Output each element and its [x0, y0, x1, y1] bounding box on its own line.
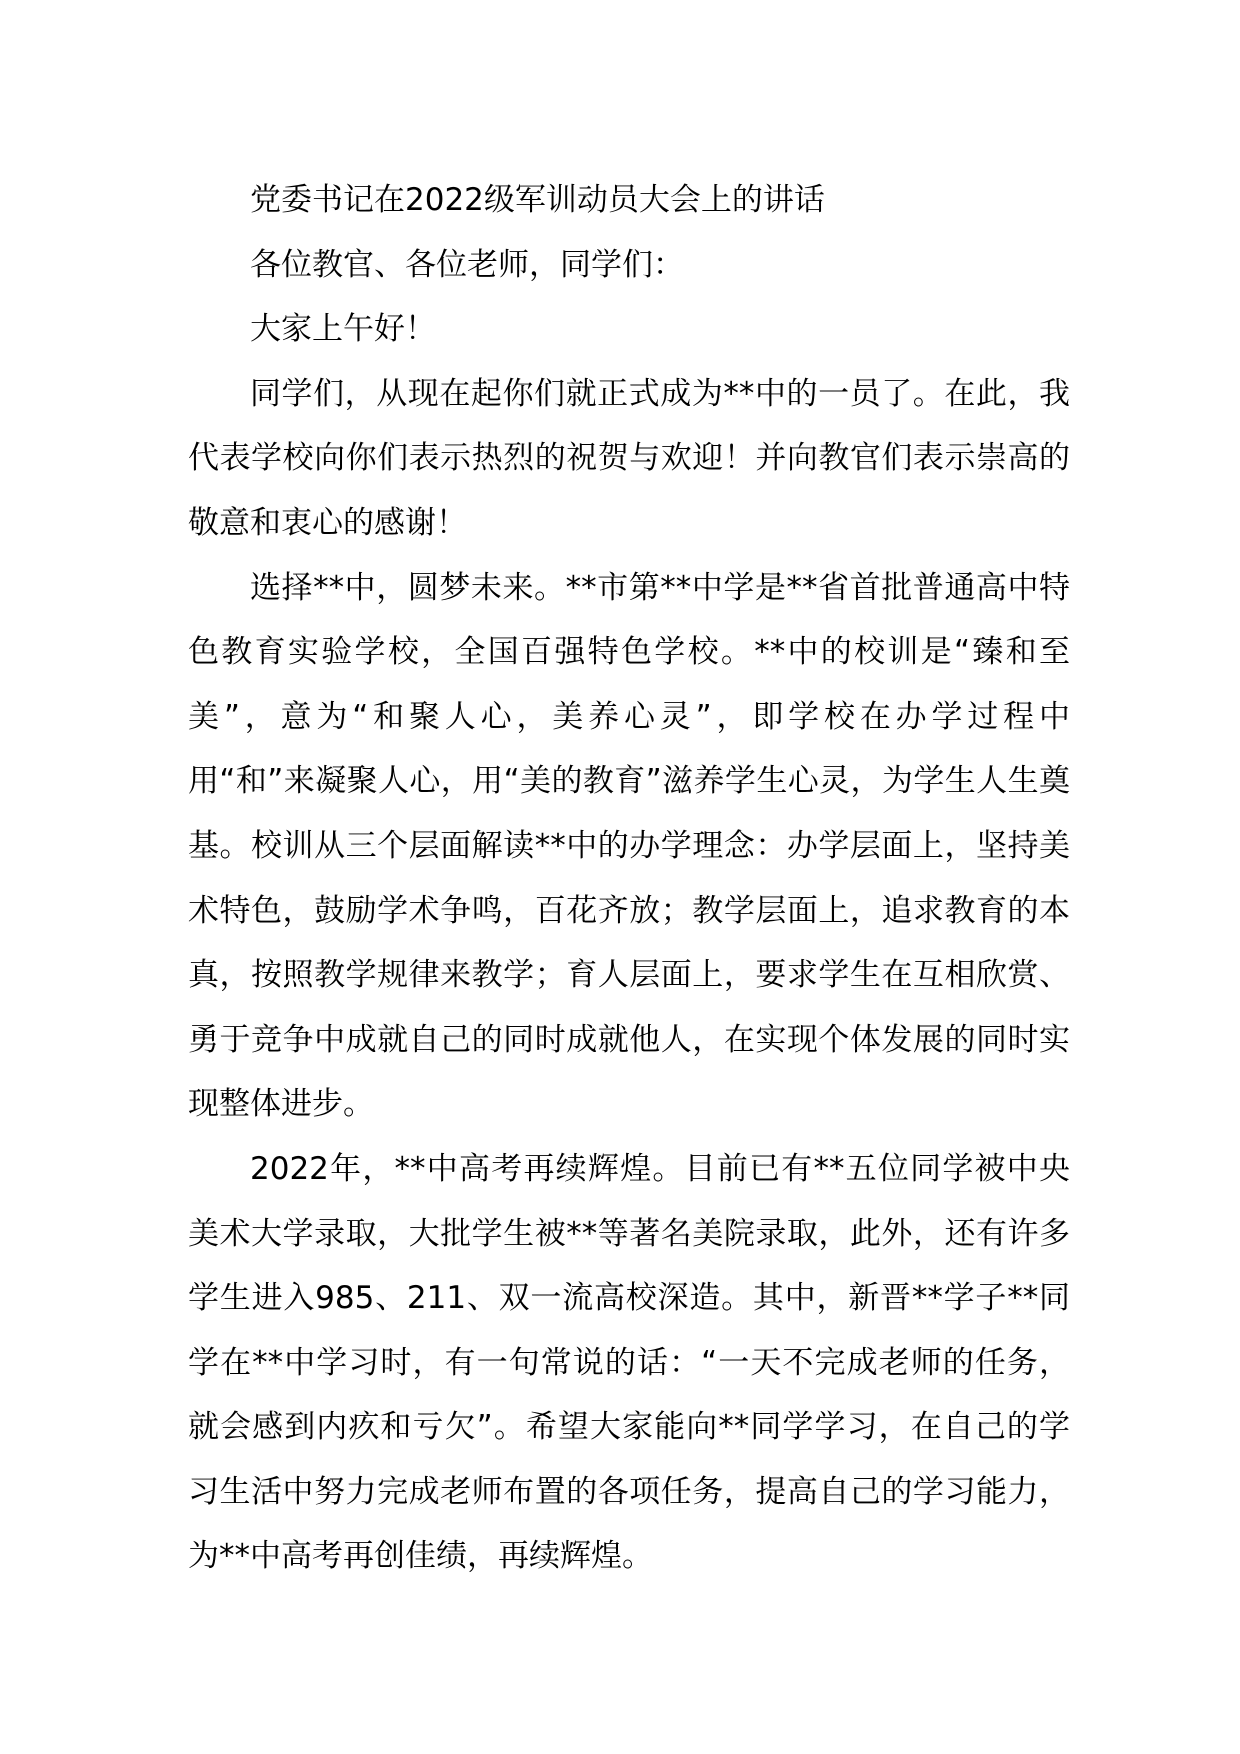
document-body	[188, 168, 1070, 1589]
greeting: 大家上午好！	[250, 311, 436, 348]
document-title: 党委书记在2022级军训动员大会上的讲话	[250, 182, 825, 218]
paragraph-exam-results: 2022年，**中高考再续辉煌。目前已有**五位同学被中央美术大学录取，大批学生被**等著名美院录取，此外，还有许多学生进入985、211、双一流高校深造。其中，新晋**学子**同学在**中学习时，有一句常说的话：“一天不完成老师的任务，就会感到内疚和亏欠”。希望大家能向**同学学习，在自己的学习生活中努力完成老师布置的各项任务，提高自己的学习能力，为**中高考再创佳绩，再续辉煌。	[188, 1150, 1070, 1575]
paragraph-school-motto: 选择**中，圆梦未来。**市第**中学是**省首批普通高中特色教育实验学校，全国百强特色学校。**中的校训是“臻和至美”，意为“和聚人心，美养心灵”，即学校在办学过程中用“和”来凝聚人心，用“美的教育”滋养学生心灵，为学生人生奠基。校训从三个层面解读**中的办学理念：办学层面上，坚持美术特色，鼓励学术争鸣，百花齐放；教学层面上，追求教育的本真，按照教学规律来教学；育人层面上，要求学生在互相欣赏、勇于竞争中成就自己的同时成就他人，在实现个体发展的同时实现整体进步。	[188, 569, 1070, 1123]
paragraph-welcome: 同学们，从现在起你们就正式成为**中的一员了。在此，我代表学校向你们表示热烈的祝贺与欢迎！并向教官们表示崇高的敬意和衷心的感谢！	[188, 375, 1070, 541]
salutation: 各位教官、各位老师，同学们：	[250, 246, 684, 283]
